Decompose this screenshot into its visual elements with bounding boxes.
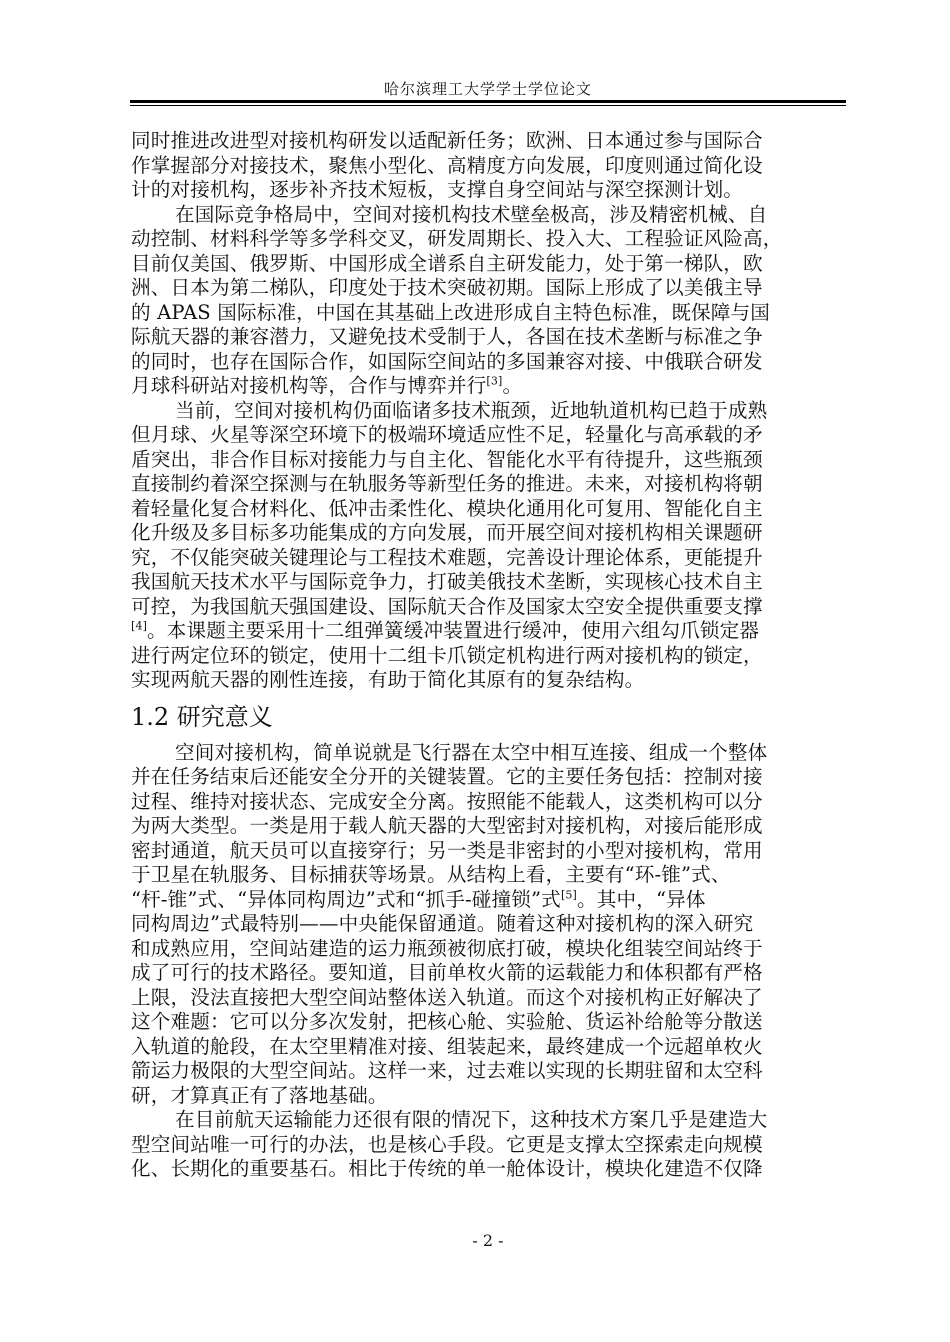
paragraph-1 <box>131 129 845 203</box>
paragraph-3 <box>131 399 845 693</box>
section-heading: 1.2 研究意义 <box>131 702 273 731</box>
text-line: 这个难题：它可以分多次发射，把核心舱、实验舱、货运补给舱等分散送 <box>131 1010 763 1033</box>
page-number: - 2 - <box>472 1231 504 1250</box>
paragraph-4 <box>131 741 845 1109</box>
text-line: 密封通道，航天员可以直接穿行；另一类是非密封的小型对接机构，常用 <box>131 838 763 862</box>
text-line <box>131 888 845 913</box>
text-line: 上限，没法直接把大型空间站整体送入轨道。而这个对接机构正好解决了 <box>131 985 763 1009</box>
text-line: 在目前航天运输能力还很有限的情况下，这种技术方案几乎是建造大 <box>175 1108 768 1131</box>
text-line: 化升级及多目标多功能集成的方向发展，而开展空间对接机构相关课题研 <box>131 521 763 544</box>
text-line: 的同时，也存在国际合作，如国际空间站的多国兼容对接、中俄联合研发 <box>131 349 763 373</box>
text-line: 成了可行的技术路径。要知道，目前单枚火箭的运载能力和体积都有严格 <box>131 961 763 984</box>
text-line: 箭运力极限的大型空间站。这样一来，过去难以实现的长期驻留和太空科 <box>131 1059 763 1082</box>
text-line: 入轨道的舱段，在太空里精准对接、组装起来，最终建成一个远超单枚火 <box>131 1034 763 1058</box>
text-line <box>131 374 845 399</box>
body-text <box>131 129 845 1182</box>
text-span: 。 <box>502 374 523 397</box>
running-header: 哈尔滨理工大学学士学位论文 <box>383 80 592 98</box>
text-line: 盾突出，非合作目标对接能力与自主化、智能化水平有待提升，这些瓶颈 <box>131 447 763 471</box>
text-line: 空间对接机构，简单说就是飞行器在太空中相互连接、组成一个整体 <box>175 740 768 764</box>
text-line: 实现两航天器的刚性连接，有助于简化其原有的复杂结构。 <box>131 668 645 691</box>
text-line <box>131 619 845 644</box>
citation-ref: [4] <box>131 619 148 633</box>
text-line: 型空间站唯一可行的办法，也是核心手段。它更是支撑太空探索走向规模 <box>131 1132 763 1156</box>
text-line: 着轻量化复合材料化、低冲击柔性化、模块化通用化可复用、智能化自主 <box>131 496 763 520</box>
text-line: 在国际竞争格局中，空间对接机构技术壁垒极高，涉及精密机械、自 <box>175 202 768 226</box>
text-line: 过程、维持对接状态、完成安全分离。按照能不能载人，这类机构可以分 <box>131 789 763 813</box>
text-line: 于卫星在轨服务、目标捕获等场景。从结构上看，主要有“环-锥”式、 <box>131 863 731 886</box>
header-rule-thick <box>130 100 846 103</box>
text-line: 进行两定位环的锁定，使用十二组卡爪锁定机构进行两对接机构的锁定， <box>131 643 763 667</box>
text-line: 计的对接机构，逐步补齐技术短板，支撑自身空间站与深空探测计划。 <box>131 178 744 201</box>
text-line: 目前仅美国、俄罗斯、中国形成全谱系自主研发能力，处于第一梯队，欧 <box>131 251 763 275</box>
text-line: 和成熟应用，空间站建造的运力瓶颈被彻底打破，模块化组装空间站终于 <box>131 936 763 960</box>
text-span: 。其中，“异体 <box>576 887 706 911</box>
text-span: “杆-锥”式、“异体同构周边”式和“抓手-碰撞锁”式 <box>131 887 561 911</box>
paragraph-5 <box>131 1108 845 1182</box>
citation-ref: [5] <box>560 887 577 901</box>
header-rule-thin <box>130 105 846 106</box>
text-line: 究，不仅能突破关键理论与工程技术难题，完善设计理论体系，更能提升 <box>131 545 763 569</box>
text-line: 当前，空间对接机构仍面临诸多技术瓶颈，近地轨道机构已趋于成熟 <box>175 398 768 422</box>
text-line: 可控，为我国航天强国建设、国际航天合作及国家太空安全提供重要支撑 <box>131 594 763 618</box>
text-line: 直接制约着深空探测与在轨服务等新型任务的推进。未来，对接机构将朝 <box>131 472 763 495</box>
text-line: 际航天器的兼容潜力，又避免技术受制于人，各国在技术垄断与标准之争 <box>131 325 763 348</box>
text-line: 研，才算真正有了落地基础。 <box>131 1083 388 1107</box>
text-line: 并在任务结束后还能安全分开的关键装置。它的主要任务包括：控制对接 <box>131 765 763 788</box>
text-line: 洲、日本为第二梯队，印度处于技术突破初期。国际上形成了以美俄主导 <box>131 276 763 299</box>
text-line: 但月球、火星等深空环境下的极端环境适应性不足，轻量化与高承载的矛 <box>131 423 763 446</box>
text-line: 作掌握部分对接技术，聚焦小型化、高精度方向发展，印度则通过简化设 <box>131 153 763 177</box>
paragraph-2 <box>131 203 845 399</box>
text-line: 为两大类型。一类是用于载人航天器的大型密封对接机构，对接后能形成 <box>131 814 763 837</box>
text-line: 我国航天技术水平与国际竞争力，打破美俄技术垄断，实现核心技术自主 <box>131 570 763 593</box>
text-span: 月球科研站对接机构等，合作与博弈并行 <box>131 374 487 397</box>
text-line: 的 APAS 国际标准，中国在其基础上改进形成自主特色标准，既保障与国 <box>131 300 771 324</box>
text-line: 同构周边”式最特别——中央能保留通道。随着这种对接机构的深入研究 <box>131 912 754 935</box>
text-line: 同时推进改进型对接机构研发以适配新任务；欧洲、日本通过参与国际合 <box>131 129 763 152</box>
text-line: 化、长期化的重要基石。相比于传统的单一舱体设计，模块化建造不仅降 <box>131 1157 763 1180</box>
citation-ref: [3] <box>486 374 503 388</box>
text-line: 动控制、材料科学等多学科交叉，研发周期长、投入大、工程验证风险高， <box>131 227 783 250</box>
text-span: 。本课题主要采用十二组弹簧缓冲装置进行缓冲，使用六组勾爪锁定器 <box>147 619 760 642</box>
